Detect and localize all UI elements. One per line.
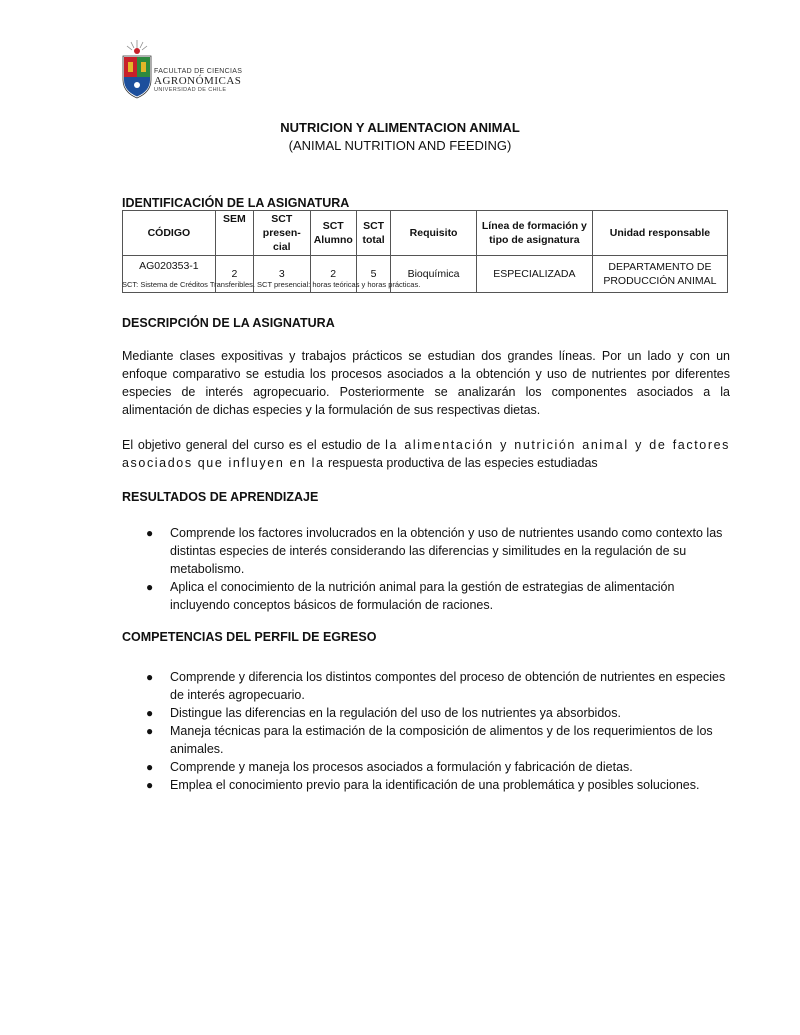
list-item-text: Maneja técnicas para la estimación de la composición de alimentos y de los requerimientos de los animales. <box>170 724 713 756</box>
col-sem: SEM <box>215 211 253 256</box>
cell-sem: 2 <box>215 256 253 293</box>
bullet-icon: ● <box>146 760 154 774</box>
university-shield-icon <box>120 38 154 100</box>
col-sct-alumno: SCT Alumno <box>310 211 356 256</box>
description-heading: DESCRIPCIÓN DE LA ASIGNATURA <box>122 316 335 330</box>
col-linea-formacion: Línea de formación y tipo de asignatura <box>476 211 592 256</box>
list-item <box>122 758 732 776</box>
learning-outcomes-heading: RESULTADOS DE APRENDIZAJE <box>122 490 319 504</box>
list-item-text: Distingue las diferencias en la regulación del uso de los nutrientes ya absorbidos. <box>170 706 621 720</box>
logo-university-line: UNIVERSIDAD DE CHILE <box>154 87 227 93</box>
col-requisito: Requisito <box>391 211 477 256</box>
col-codigo: CÓDIGO <box>123 211 216 256</box>
description-paragraph-2 <box>122 436 730 472</box>
paragraph-2-part-a: El objetivo general del curso es el estudio de <box>122 438 386 452</box>
paragraph-2-part-b: la alimentación y nutrición animal y de factores asociados que influyen en la <box>122 438 730 470</box>
list-item <box>122 668 732 704</box>
list-item <box>122 776 732 794</box>
cell-sct-total: 5 <box>356 256 390 293</box>
cell-codigo: AG020353-1 <box>123 256 216 293</box>
col-sct-total: SCT total <box>356 211 390 256</box>
list-item-text: Comprende los factores involucrados en la obtención y uso de nutrientes usando como contexto las distintas especies de interés considerando las diferencias y similitudes en la regulación de su metabolismo. <box>170 526 723 576</box>
list-item-text: Aplica el conocimiento de la nutrición animal para la gestión de estrategias de alimentación incluyendo conceptos básicos de formulación de raciones. <box>170 580 675 612</box>
list-item-text: Comprende y maneja los procesos asociados a formulación y fabricación de dietas. <box>170 760 633 774</box>
bullet-icon: ● <box>146 724 154 738</box>
faculty-logo <box>120 38 250 100</box>
identification-heading: IDENTIFICACIÓN DE LA ASIGNATURA <box>122 196 350 210</box>
cell-sct-alumno: 2 <box>310 256 356 293</box>
paragraph-2-part-c: respuesta productiva de las especies estudiadas <box>324 456 598 470</box>
table-footnote: SCT: Sistema de Créditos Transferibles. SCT presencial: horas teóricas y horas prácticas. <box>122 280 421 289</box>
cell-sct-presencial: 3 <box>254 256 310 293</box>
list-item <box>122 578 732 614</box>
bullet-icon: ● <box>146 778 154 792</box>
col-sct-presencial: SCT presen-cial <box>254 211 310 256</box>
list-item <box>122 524 732 578</box>
logo-name-line: AGRONÓMICAS <box>154 75 242 87</box>
course-subtitle: (ANIMAL NUTRITION AND FEEDING) <box>288 138 512 153</box>
competencies-heading: COMPETENCIAS DEL PERFIL DE EGRESO <box>122 630 377 644</box>
col-unidad-responsable: Unidad responsable <box>592 211 727 256</box>
description-paragraph-1: Mediante clases expositivas y trabajos prácticos se estudian dos grandes líneas. Por un lado y con un enfoque comparativo se estudia los procesos asociados a la obtención y uso de nutrientes por diferentes especies de interés agropecuario. Posteriormente se analizarán los componentes asociados a la alimentación de dichas especies y la formulación de sus respectivas dietas. <box>122 349 730 417</box>
table-header-row <box>123 211 728 256</box>
cell-requisito: Bioquímica <box>391 256 477 293</box>
learning-outcomes-list <box>122 524 732 614</box>
competencies-list <box>122 668 732 794</box>
list-item <box>122 704 732 722</box>
list-item-text: Emplea el conocimiento previo para la identificación de una problemática y posibles soluciones. <box>170 778 700 792</box>
cell-linea-formacion: ESPECIALIZADA <box>476 256 592 293</box>
bullet-icon: ● <box>146 670 154 684</box>
cell-unidad-responsable: DEPARTAMENTO DE PRODUCCIÓN ANIMAL <box>592 256 727 293</box>
logo-faculty-line: FACULTAD DE CIENCIAS <box>154 68 243 75</box>
list-item-text: Comprende y diferencia los distintos compontes del proceso de obtención de nutrientes en especies de interés agropecuario. <box>170 670 726 702</box>
course-title: NUTRICION Y ALIMENTACION ANIMAL <box>280 120 520 135</box>
bullet-icon: ● <box>146 526 154 540</box>
bullet-icon: ● <box>146 706 154 720</box>
list-item <box>122 722 732 758</box>
bullet-icon: ● <box>146 580 154 594</box>
